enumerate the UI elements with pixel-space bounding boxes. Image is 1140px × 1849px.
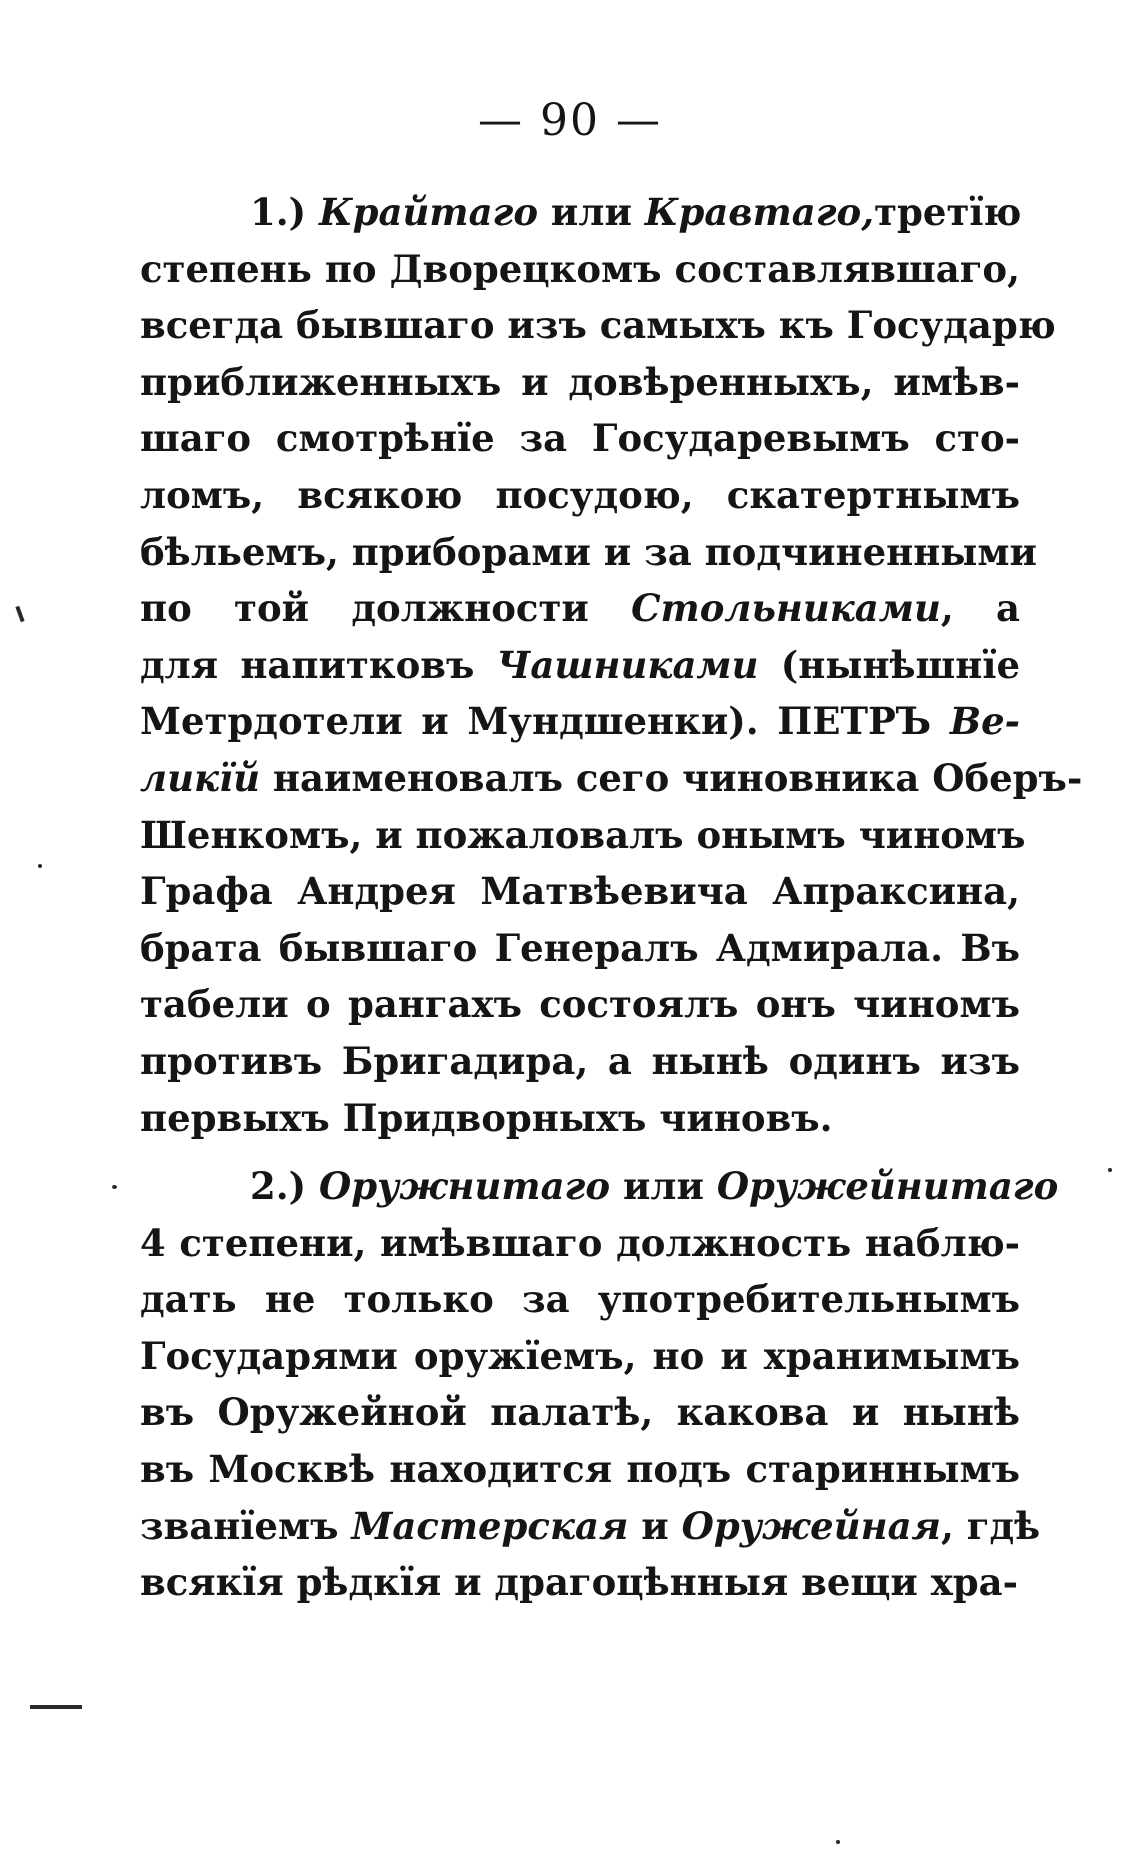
text-line: въ Оружейной палатѣ, какова и нынѣ [140, 1390, 1020, 1435]
margin-mark [15, 606, 24, 622]
italic-term: Ве- [949, 699, 1020, 744]
italic-term: Стольниками [631, 586, 941, 631]
text-line: для напитковъ Чашниками (нынѣшнїе [140, 642, 1020, 687]
text-line: всегда бывшаго изъ самыхъ къ Государю [140, 303, 1056, 348]
text-line: брата бывшаго Генералъ Адмирала. Въ [140, 925, 1020, 970]
speck-mark [1108, 1168, 1112, 1172]
text-line: ликїй наименовалъ сего чиновника Оберъ- [140, 755, 1083, 800]
italic-term: Кравтаго, [644, 190, 875, 234]
text-line: всякїя рѣдкїя и драгоцѣнныя вещи хра- [140, 1560, 1018, 1605]
italic-term: Чашниками [496, 642, 759, 687]
speck-mark [38, 864, 42, 868]
text-line: степень по Дворецкомъ составлявшаго, [140, 246, 1020, 291]
italic-term: ликїй [140, 755, 260, 800]
text-line: шаго смотрѣнїе за Государевымъ сто- [140, 416, 1020, 461]
text-line: противъ Бригадира, а нынѣ одинъ изъ [140, 1038, 1020, 1083]
italic-term: Оружнитаго [319, 1164, 611, 1208]
speck-mark [112, 1185, 117, 1189]
text-line: 4 степени, имѣвшаго должность наблю- [140, 1220, 1020, 1265]
text-line: табели о рангахъ состоялъ онъ чиномъ [140, 982, 1020, 1027]
page-number: — 90 — [478, 95, 662, 146]
margin-dash-mark [30, 1705, 82, 1709]
text-line: Государями оружїемъ, но и хранимымъ [140, 1333, 1020, 1378]
text-line: въ Москвѣ находится подъ стариннымъ [140, 1446, 1020, 1491]
text-line: приближенныхъ и довѣренныхъ, имѣв- [140, 359, 1020, 404]
italic-term: Оружейная [681, 1503, 942, 1548]
italic-term: Мастерская [351, 1503, 629, 1548]
text-line: Графа Андрея Матвѣевича Апраксина, [140, 869, 1020, 914]
text-line: Метрдотели и Мундшенки). ПЕТРЪ Ве- [140, 699, 1020, 744]
speck-mark [836, 1840, 840, 1844]
italic-term: Крайтаго [319, 190, 539, 234]
paragraph-2 [140, 1158, 1059, 1611]
text-line: дать не только за употребительнымъ [140, 1277, 1020, 1322]
text-line: бѣльемъ, приборами и за подчиненными [140, 529, 1037, 574]
paragraph-1 [140, 184, 1083, 1146]
text-line: ломъ, всякою посудою, скатертнымъ [140, 472, 1020, 517]
text-line: званїемъ Мастерская и Оружейная, гдѣ [140, 1503, 1041, 1548]
italic-term: Оружейнитаго [716, 1164, 1059, 1208]
text-line: 2.) Оружнитаго или Оружейнитаго [250, 1164, 1059, 1208]
text-line: первыхъ Придворныхъ чиновъ. [140, 1095, 833, 1140]
text-line: по той должности Стольниками, а [140, 586, 1020, 631]
text-line: 1.) Крайтаго или Кравтаго,третїю [250, 190, 1022, 234]
text-line: Шенкомъ, и пожаловалъ онымъ чиномъ [140, 812, 1026, 857]
